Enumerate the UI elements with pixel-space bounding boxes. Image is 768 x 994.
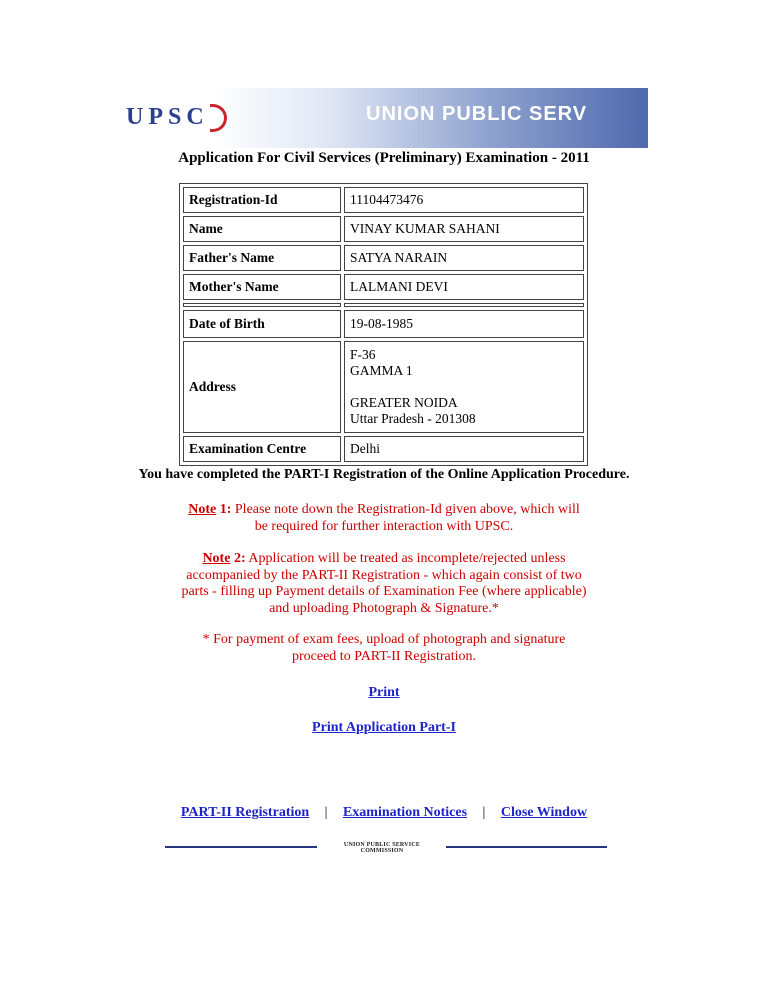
note-1-number: 1: (216, 502, 232, 517)
name-value: VINAY KUMAR SAHANI (344, 216, 584, 242)
part2-registration-link[interactable]: PART-II Registration (180, 805, 310, 820)
header-banner (118, 88, 648, 148)
table-row (183, 187, 584, 213)
completion-message: You have completed the PART-I Registration of the Online Application Procedure. (138, 467, 630, 482)
note-1-text: Please note down the Registration-Id given above, which will be required for further interaction with UPSC. (231, 502, 580, 534)
mother-name-value: LALMANI DEVI (344, 274, 584, 300)
note-2-text: Application will be treated as incomplete/rejected unless accompanied by the PART-II Registration - which again consist of two parts - filling up Payment details of Examination Fee (where applicable) and uploading Photograph & Signature.* (181, 551, 587, 616)
print-link[interactable]: Print (368, 685, 400, 700)
address-line-blank (350, 379, 578, 395)
address-line: Uttar Pradesh - 201308 (350, 411, 476, 426)
table-row (183, 341, 584, 433)
footer-nav (0, 805, 768, 821)
table-row (183, 274, 584, 300)
logo-arc-icon (210, 104, 227, 132)
note-2-label: Note (202, 551, 231, 566)
empty-row (183, 303, 584, 307)
address-line: GAMMA 1 (350, 363, 413, 378)
registration-id-label: Registration-Id (183, 187, 341, 213)
footer-commission-text: UNION PUBLIC SERVICE COMMISSION (343, 842, 421, 854)
empty-cell (344, 303, 584, 307)
note-1-label: Note (188, 502, 217, 517)
address-line: GREATER NOIDA (350, 395, 458, 410)
note-1 (180, 502, 588, 535)
print-application-link-row (0, 718, 768, 736)
footer-rule-right (446, 846, 607, 848)
separator: | (482, 805, 486, 820)
print-link-row (0, 683, 768, 701)
print-application-link[interactable]: Print Application Part-I (312, 720, 456, 735)
exam-centre-value: Delhi (344, 436, 584, 462)
upsc-logo: UPSC (126, 104, 209, 130)
empty-cell (183, 303, 341, 307)
table-row (183, 245, 584, 271)
address-line: F-36 (350, 347, 376, 362)
exam-centre-label: Examination Centre (183, 436, 341, 462)
table-row (183, 216, 584, 242)
table-row (183, 310, 584, 338)
banner-title: UNION PUBLIC SERV (366, 103, 588, 125)
separator: | (324, 805, 328, 820)
father-name-value: SATYA NARAIN (344, 245, 584, 271)
page-title: Application For Civil Services (Preliminary) Examination - 2011 (178, 150, 590, 166)
footer-rule-left (165, 846, 317, 848)
note-2 (180, 551, 588, 617)
examination-notices-link[interactable]: Examination Notices (342, 805, 468, 820)
close-window-link[interactable]: Close Window (500, 805, 588, 820)
table-row (183, 436, 584, 462)
dob-value: 19-08-1985 (344, 310, 584, 338)
application-details-table (179, 183, 588, 466)
name-label: Name (183, 216, 341, 242)
father-name-label: Father's Name (183, 245, 341, 271)
note-2-number: 2: (230, 551, 246, 566)
dob-label: Date of Birth (183, 310, 341, 338)
address-label: Address (183, 341, 341, 433)
address-value (344, 341, 584, 433)
mother-name-label: Mother's Name (183, 274, 341, 300)
payment-note: * For payment of exam fees, upload of photograph and signature proceed to PART-II Registration. (202, 632, 566, 664)
registration-id-value: 11104473476 (344, 187, 584, 213)
